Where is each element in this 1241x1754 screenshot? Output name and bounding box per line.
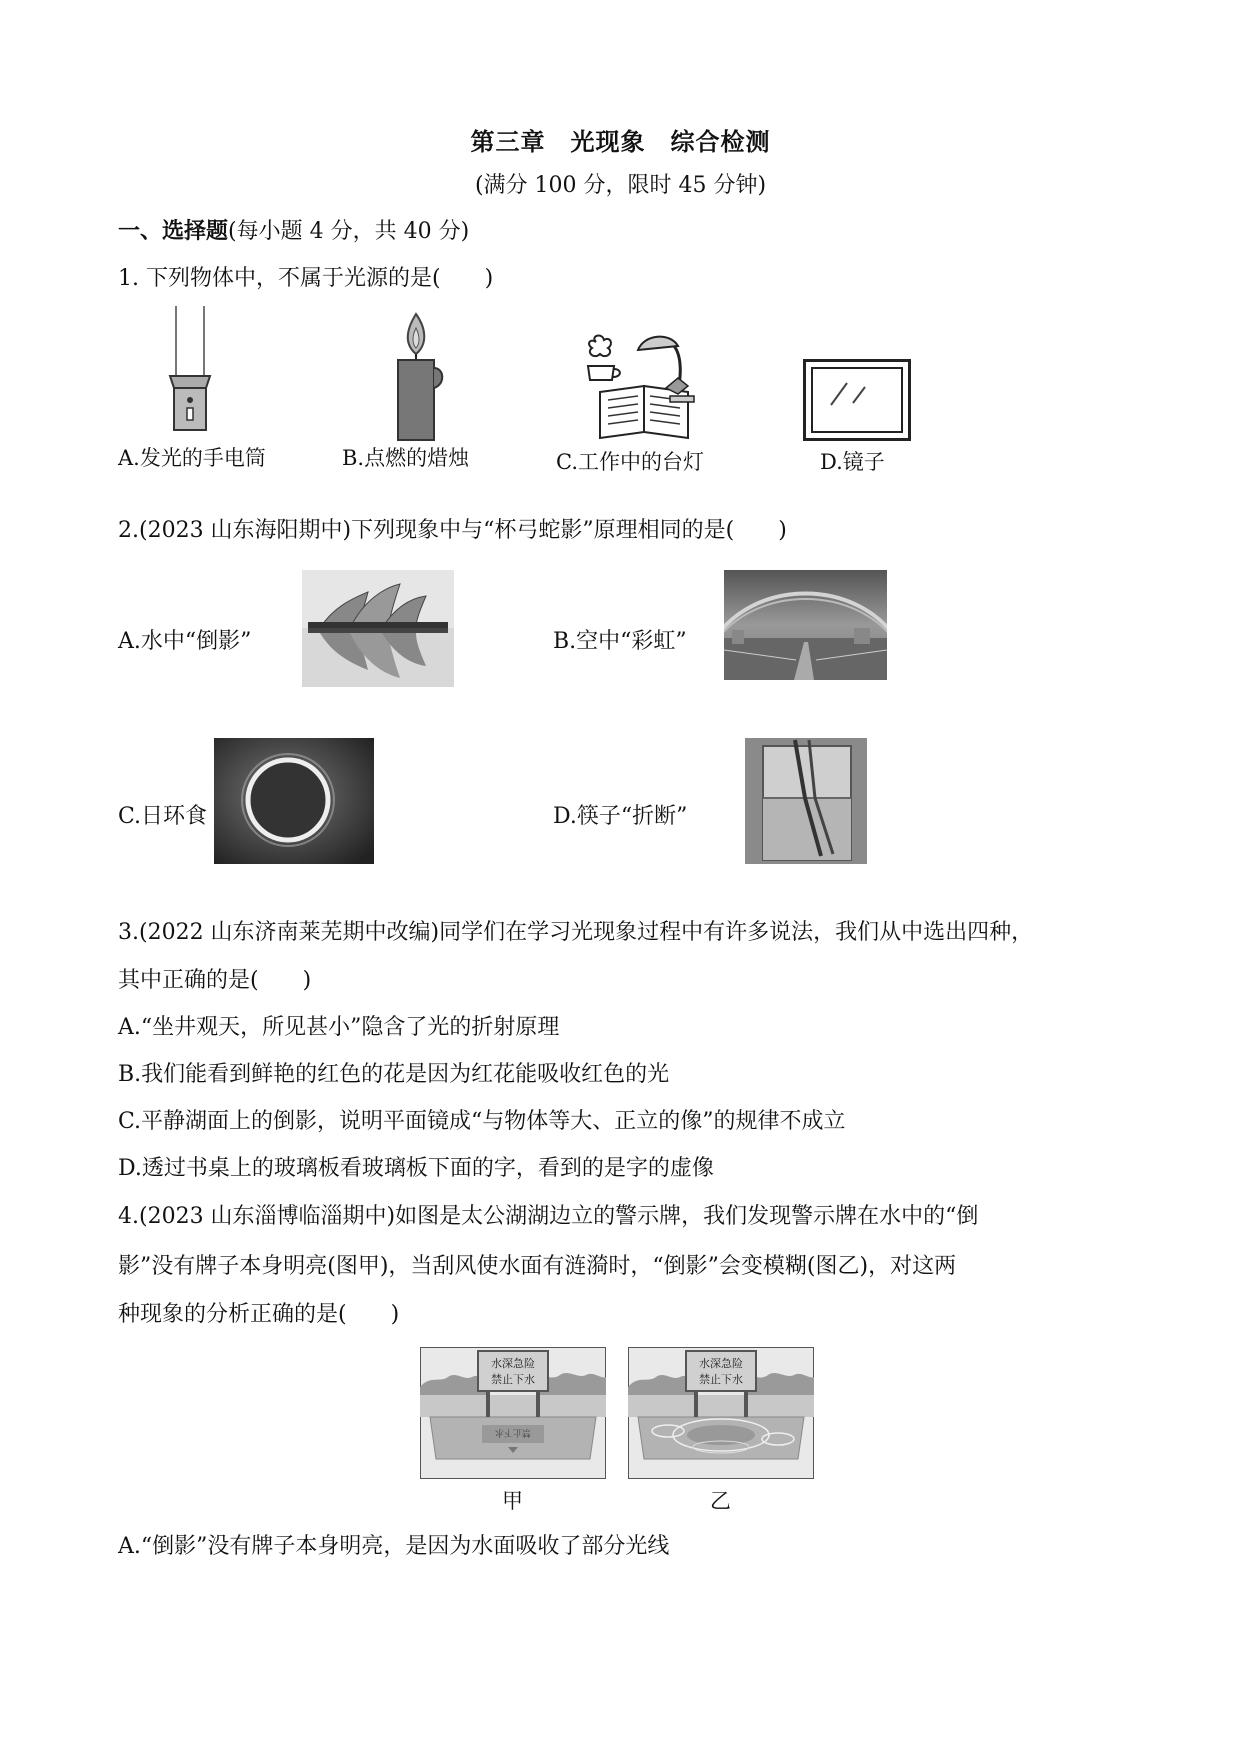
q4-option-a: A.“倒影”没有牌子本身明亮，是因为水面吸收了部分光线 <box>118 1534 670 1559</box>
flashlight-icon <box>166 306 216 434</box>
q1-option-b: B.点燃的焟烛 <box>342 446 470 470</box>
q2-option-d: D.筷子“折断” <box>553 804 688 829</box>
rainbow-photo <box>724 570 887 680</box>
question-3-stem-line2: 其中正确的是( ) <box>118 968 312 993</box>
q1-option-c: C.工作中的台灯 <box>556 450 704 474</box>
sign-text-line1-b: 水深急险 <box>699 1357 743 1370</box>
question-4-stem-line2: 影”没有牌子本身明亮(图甲)，当刮风使水面有涟漪时，“倒影”会变模糊(图乙)，对这两 <box>118 1254 957 1279</box>
figure-label-jia: 甲 <box>502 1489 523 1513</box>
section-heading-note: (每小题 4 分，共 40 分) <box>228 219 470 244</box>
page-subtitle: (满分 100 分，限时 45 分钟) <box>474 173 767 198</box>
desk-lamp-icon <box>580 334 706 442</box>
question-4-stem-line3: 种现象的分析正确的是( ) <box>118 1302 400 1327</box>
figure-label-yi: 乙 <box>710 1489 731 1513</box>
chopsticks-in-water-photo <box>745 738 867 864</box>
warning-sign-figure-calm <box>420 1347 606 1479</box>
page-title: 第三章 光现象 综合检测 <box>470 127 771 156</box>
q3-option-b: B.我们能看到鲜艳的红色的花是因为红花能吸收红色的光 <box>118 1062 670 1087</box>
sign-text-line1: 水深急险 <box>491 1357 535 1370</box>
q2-option-a: A.水中“倒影” <box>118 629 252 654</box>
annular-eclipse-photo <box>214 738 374 864</box>
sign-text-line2: 禁止下水 <box>491 1373 535 1386</box>
q3-option-d: D.透过书桌上的玻璃板看玻璃板下面的字，看到的是字的虚像 <box>118 1156 714 1181</box>
warning-sign-figure-rippled <box>628 1347 814 1479</box>
question-2-stem: 2.(2023 山东海阳期中)下列现象中与“杯弓蛇影”原理相同的是( ) <box>118 518 787 543</box>
question-4-stem-line1: 4.(2023 山东淄博临淄期中)如图是太公湖湖边立的警示牌，我们发现警示牌在水中的“倒 <box>118 1204 979 1229</box>
candle-icon <box>390 310 450 442</box>
opera-house-reflection-photo <box>302 570 454 687</box>
section-heading <box>118 216 469 247</box>
question-3-stem-line1: 3.(2022 山东济南莱芜期中改编)同学们在学习光现象过程中有许多说法，我们从中选出四种， <box>118 920 1034 945</box>
mirror-icon <box>803 359 911 441</box>
q1-option-d: D.镜子 <box>820 450 885 474</box>
section-heading-label: 一、选择题 <box>118 218 229 244</box>
q1-option-a: A.发光的手电筒 <box>118 446 266 470</box>
question-1-stem: 1. 下列物体中，不属于光源的是( ) <box>118 266 494 291</box>
q3-option-c: C.平静湖面上的倒影，说明平面镜成“与物体等大、正立的像”的规律不成立 <box>118 1109 846 1134</box>
reflection-text: 禁止下水 <box>494 1427 532 1437</box>
sign-text-line2-b: 禁止下水 <box>699 1373 743 1386</box>
q2-option-b: B.空中“彩虹” <box>553 629 687 654</box>
q3-option-a: A.“坐井观天，所见甚小”隐含了光的折射原理 <box>118 1015 560 1040</box>
q2-option-c: C.日环食 <box>118 804 208 829</box>
